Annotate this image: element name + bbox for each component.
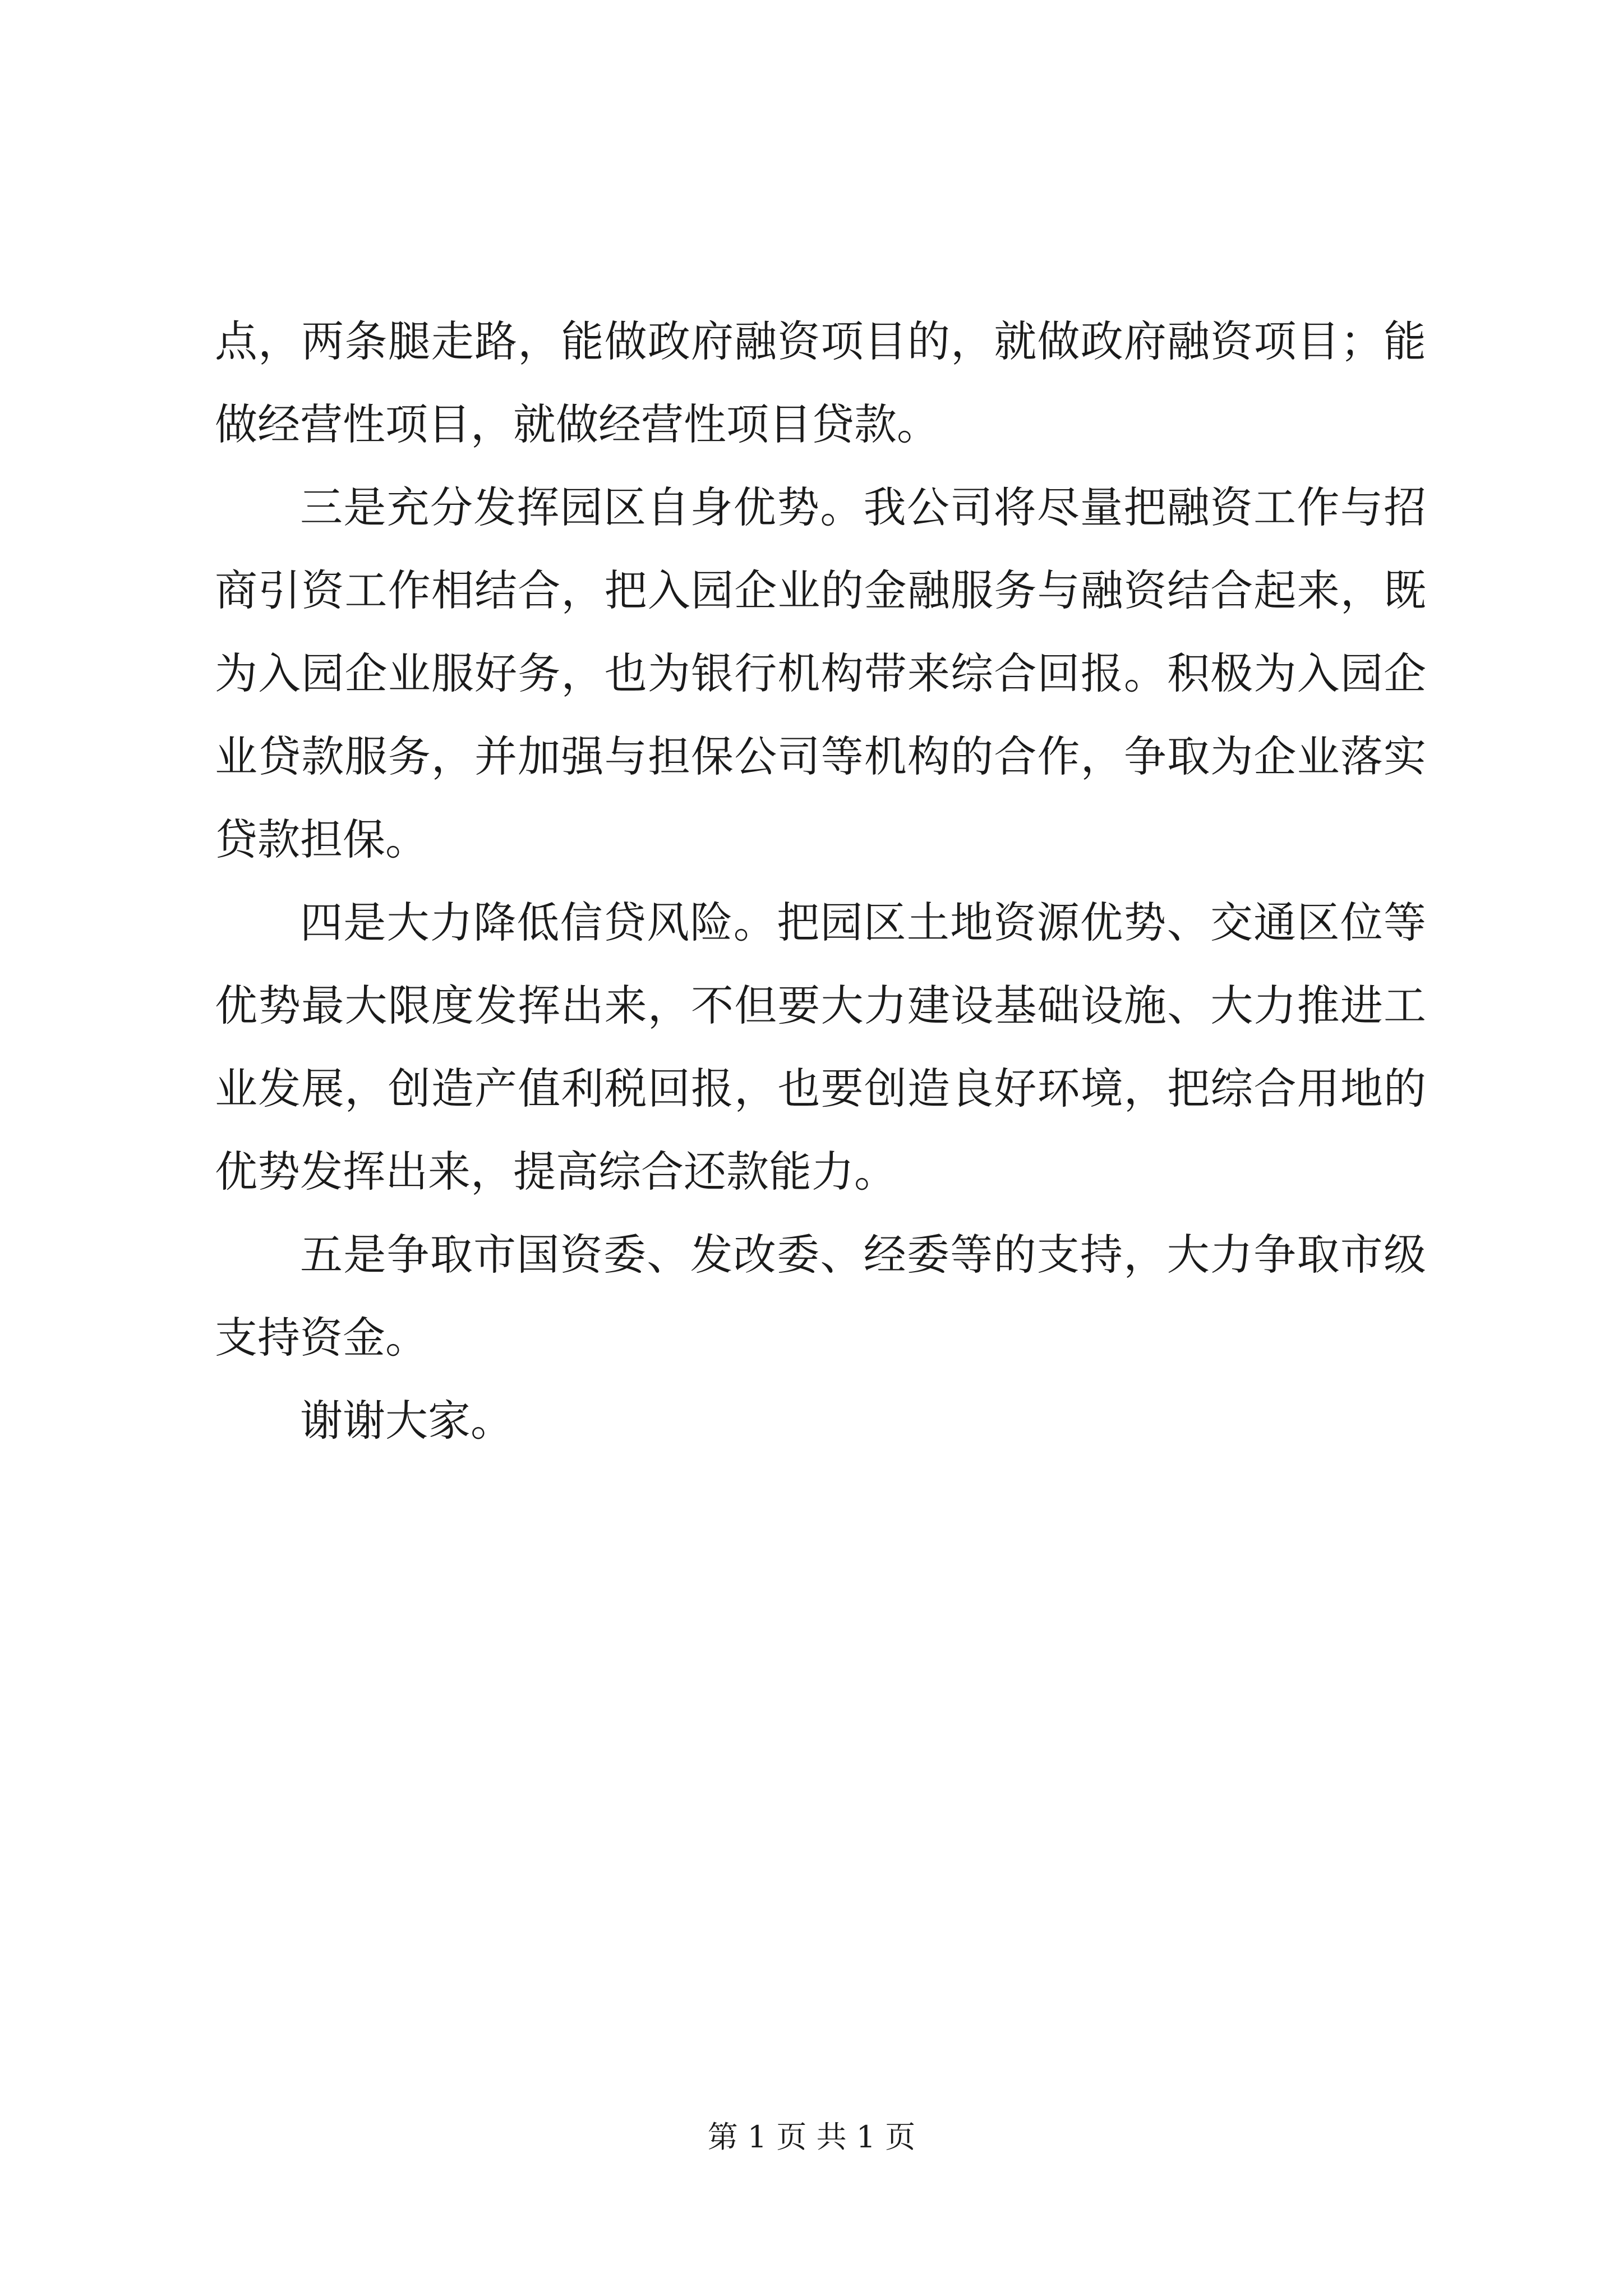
paragraph-start-line: 五是争取市国资委、发改委、经委等的支持，大力争取市级 <box>300 1230 1426 1280</box>
text-line: 商引资工作相结合，把入园企业的金融服务与融资结合起来，既 <box>215 565 1426 615</box>
text-line: 贷款担保。 <box>215 815 428 864</box>
paragraph-start-line: 谢谢大家。 <box>300 1396 513 1446</box>
text-line: 支持资金。 <box>215 1313 428 1363</box>
paragraph-start-line: 四是大力降低信贷风险。把园区土地资源优势、交通区位等 <box>300 898 1426 947</box>
text-line: 点，两条腿走路，能做政府融资项目的，就做政府融资项目；能 <box>215 316 1426 366</box>
text-line: 为入园企业服好务，也为银行机构带来综合回报。积极为入园企 <box>215 648 1426 698</box>
paragraph-start-line: 三是充分发挥园区自身优势。我公司将尽量把融资工作与招 <box>300 482 1426 532</box>
page-number-footer: 第 1 页 共 1 页 <box>707 2119 916 2155</box>
body-text <box>215 300 1426 1462</box>
text-line: 做经营性项目，就做经营性项目贷款。 <box>215 399 939 449</box>
text-line: 业发展，创造产值利税回报，也要创造良好环境，把综合用地的 <box>215 1064 1426 1114</box>
text-line: 优势发挥出来，提高综合还款能力。 <box>215 1147 897 1197</box>
text-line: 优势最大限度发挥出来，不但要大力建设基础设施、大力推进工 <box>215 981 1426 1030</box>
text-line: 业贷款服务，并加强与担保公司等机构的合作，争取为企业落实 <box>215 731 1426 781</box>
